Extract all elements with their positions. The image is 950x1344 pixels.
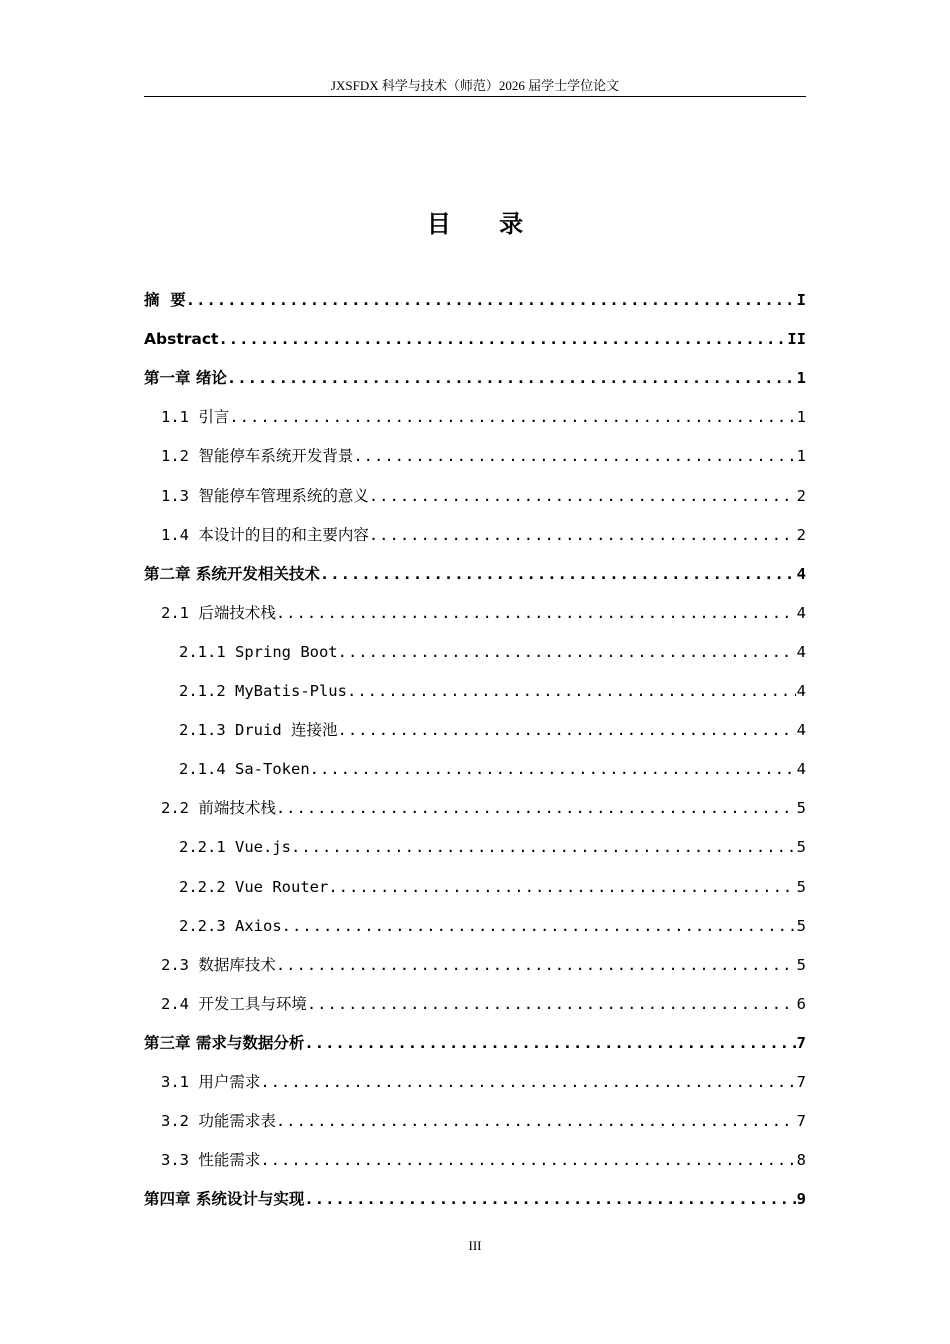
toc-entry[interactable]	[144, 751, 806, 779]
toc-entry[interactable]	[144, 478, 806, 506]
running-header: JXSFDX 科学与技术（师范）2026 届学士学位论文	[330, 78, 620, 93]
toc-entry-label: 2.1.1 Spring Boot	[179, 642, 338, 661]
toc-entry-page: 7	[796, 1033, 806, 1052]
toc-entry-label: 3.3 性能需求	[161, 1151, 261, 1170]
toc-entry-label: Abstract	[144, 330, 219, 349]
toc-entry-page: 9	[796, 1190, 806, 1209]
toc-entry[interactable]	[144, 634, 806, 662]
toc-entry-page: 2	[796, 486, 806, 505]
toc-leader-dots	[369, 486, 796, 506]
toc-leader-dots	[276, 603, 796, 623]
toc-entry-page: 4	[796, 642, 806, 661]
toc-entry-page: 1	[796, 408, 806, 427]
toc-leader-dots	[347, 681, 796, 701]
toc-entry-page: 5	[796, 877, 806, 896]
header-rule	[144, 96, 806, 97]
toc-entry-page: 5	[796, 799, 806, 818]
toc-entry[interactable]	[144, 1181, 806, 1209]
toc-entry[interactable]	[144, 790, 806, 818]
toc-entry-page: 4	[796, 564, 806, 583]
toc-entry-page: 4	[796, 721, 806, 740]
toc-entry[interactable]	[144, 1103, 806, 1131]
toc-entry[interactable]	[144, 986, 806, 1014]
toc-leader-dots	[260, 1150, 795, 1170]
toc-entry-page: 7	[796, 1112, 806, 1131]
toc-entry-page: 7	[796, 1073, 806, 1091]
toc-entry-page: 4	[796, 760, 806, 779]
toc-leader-dots	[229, 407, 795, 427]
toc-title: 目 录	[426, 210, 544, 238]
toc-leader-dots	[186, 290, 796, 310]
toc-entry[interactable]	[144, 673, 806, 701]
toc-entry[interactable]	[144, 438, 806, 466]
toc-leader-dots	[282, 916, 796, 936]
toc-entry-label: 2.1 后端技术栈	[161, 603, 276, 622]
toc-leader-dots	[310, 759, 796, 779]
toc-entry-label: 1.1 引言	[161, 408, 230, 427]
toc-entry[interactable]	[144, 947, 806, 975]
toc-entry-label: 2.4 开发工具与环境	[161, 994, 307, 1013]
toc-entry-label: 2.1.2 MyBatis-Plus	[179, 682, 347, 700]
toc-entry-page: 6	[796, 994, 806, 1013]
toc-entry-page: 2	[796, 525, 806, 544]
toc-leader-dots	[304, 1033, 795, 1053]
toc-entry-label: 3.1 用户需求	[161, 1073, 261, 1091]
toc-leader-dots	[353, 446, 795, 466]
toc-entry[interactable]	[144, 1064, 806, 1092]
toc-entry-label: 第四章 系统设计与实现	[144, 1190, 305, 1209]
toc-entry[interactable]	[144, 556, 806, 584]
toc-entry-label: 1.3 智能停车管理系统的意义	[161, 486, 369, 505]
toc-entry-page: 1	[796, 447, 806, 466]
toc-entry[interactable]	[144, 829, 806, 857]
toc-leader-dots	[304, 1189, 795, 1209]
toc-leader-dots	[218, 329, 786, 349]
toc-entry[interactable]	[144, 869, 806, 897]
toc-entry-label: 3.2 功能需求表	[161, 1112, 276, 1131]
toc-entry-label: 第一章 绪论	[144, 369, 227, 388]
toc-entry[interactable]	[144, 399, 806, 427]
toc-leader-dots	[338, 642, 796, 662]
toc-entry-page: 4	[796, 603, 806, 622]
toc-entry[interactable]	[144, 1025, 806, 1053]
toc-leader-dots	[328, 877, 795, 897]
toc-entry-label: 2.1.3 Druid 连接池	[179, 721, 338, 740]
toc-leader-dots	[369, 525, 796, 545]
toc-entry-label: 1.4 本设计的目的和主要内容	[161, 525, 369, 544]
toc-leader-dots	[291, 837, 796, 857]
toc-entry[interactable]	[144, 908, 806, 936]
toc-entry-label: 2.2.2 Vue Router	[179, 877, 329, 896]
page-number: III	[468, 1238, 482, 1253]
toc-entry-label: 2.2 前端技术栈	[161, 799, 276, 818]
toc-entry-label: 1.2 智能停车系统开发背景	[161, 447, 354, 466]
toc-leader-dots	[320, 564, 796, 584]
toc-entry-page: 5	[796, 838, 806, 857]
toc-leader-dots	[260, 1072, 795, 1092]
toc-entry-label: 摘 要	[144, 291, 186, 309]
toc-entry-page: 5	[796, 916, 806, 935]
toc-entry[interactable]	[144, 360, 806, 388]
toc-leader-dots	[276, 955, 796, 975]
toc-entry-page: 5	[796, 955, 806, 974]
toc-entry[interactable]	[144, 282, 806, 310]
toc-entry[interactable]	[144, 517, 806, 545]
toc-entry[interactable]	[144, 321, 806, 349]
toc-entry-page: 4	[796, 682, 806, 700]
toc-entry[interactable]	[144, 1142, 806, 1170]
toc-leader-dots	[307, 994, 796, 1014]
toc-entry-label: 第二章 系统开发相关技术	[144, 564, 320, 583]
toc-entry-page: 8	[796, 1151, 806, 1170]
toc-entry-label: 第三章 需求与数据分析	[144, 1033, 305, 1052]
toc-entry[interactable]	[144, 595, 806, 623]
toc-entry-label: 2.3 数据库技术	[161, 955, 276, 974]
toc-leader-dots	[337, 720, 795, 740]
toc-entry[interactable]	[144, 712, 806, 740]
toc-leader-dots	[276, 798, 796, 818]
toc-entry-label: 2.2.1 Vue.js	[179, 838, 291, 857]
toc-leader-dots	[227, 368, 796, 388]
toc-entry-page: 1	[796, 369, 806, 388]
toc-entry-page: I	[796, 291, 806, 309]
toc-leader-dots	[276, 1111, 796, 1131]
toc-entry-label: 2.2.3 Axios	[179, 916, 282, 935]
toc-entry-label: 2.1.4 Sa-Token	[179, 760, 310, 779]
toc-entry-page: II	[787, 330, 806, 349]
